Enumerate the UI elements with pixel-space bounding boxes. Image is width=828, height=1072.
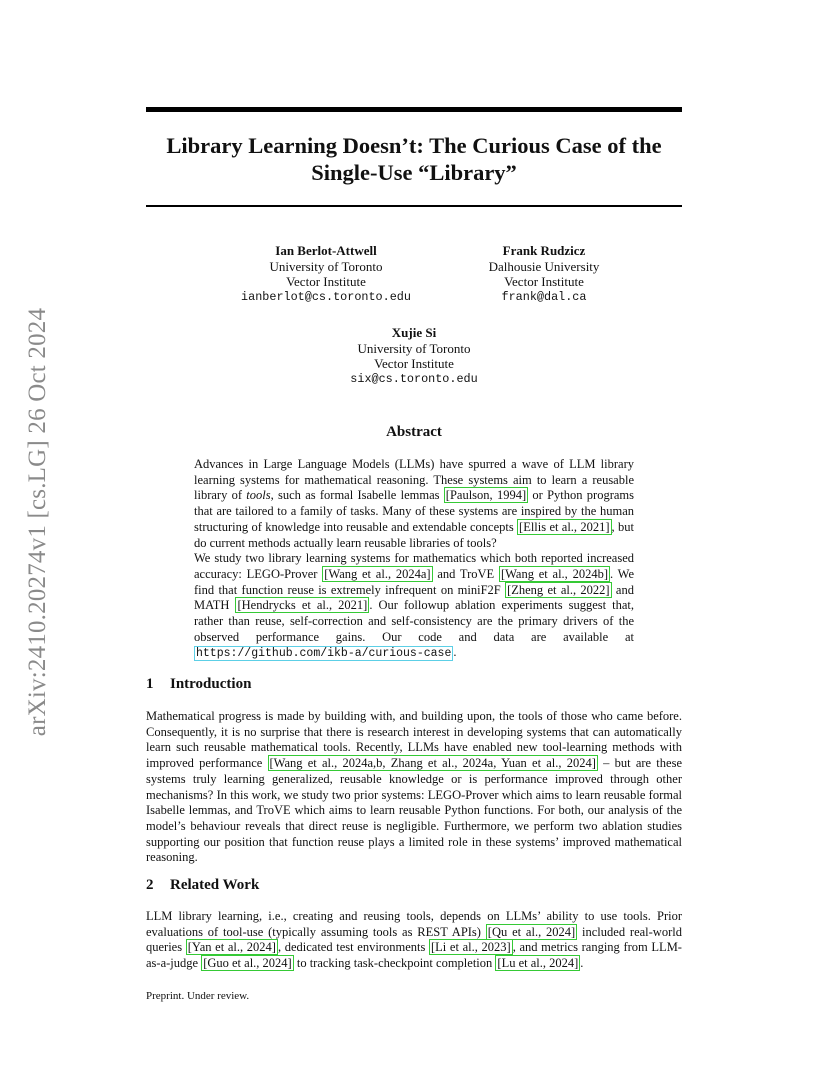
citation-link[interactable]: [Guo et al., 2024] bbox=[203, 956, 292, 971]
section-number: 2 bbox=[146, 877, 154, 893]
title-bottom-rule bbox=[146, 205, 682, 207]
citation-link[interactable]: [Li et al., 2023] bbox=[430, 940, 511, 955]
citation-link[interactable]: [Paulson, 1994] bbox=[445, 488, 527, 503]
author-name: Xujie Si bbox=[391, 325, 437, 340]
paper-title-line-1: Library Learning Doesn’t: The Curious Case of the bbox=[166, 133, 662, 158]
arxiv-identifier-stamp bbox=[18, 286, 58, 758]
author-affiliation: Vector Institute bbox=[504, 274, 584, 289]
section-title: Introduction bbox=[170, 676, 252, 692]
paper-title bbox=[146, 132, 682, 186]
author-affiliation: Vector Institute bbox=[286, 274, 366, 289]
citation-link[interactable]: [Hendrycks et al., 2021] bbox=[237, 598, 368, 613]
author-name: Ian Berlot-Attwell bbox=[275, 243, 377, 258]
section-heading-introduction bbox=[146, 676, 251, 693]
author-block-2 bbox=[434, 243, 654, 305]
introduction-paragraph: Mathematical progress is made by building with, and building upon, the tools of those who came before. Consequently, it is no surprise that there is research interest in developing systems that can automatically learn such reusable mathematical tools. Recently, LLMs have enabled new tool-learning methods with improved performance [Wang et al., 2024a,b, Zhang et al., 2024a, Yuan et al., 2024] – but are these systems truly learning generalized, reusable knowledge or is performance improved through other mechanisms? In this work, we study two prior systems: LEGO-Prover which aims to learn reusable formal Isabelle lemmas, and TroVE which aims to learn reusable Python functions. For both, our analysis of the model’s behaviour reveals that direct reuse is negligible. Furthermore, we perform two ablation studies supporting our position that function reuse plays a limited role in these systems’ improved mathematical reasoning. bbox=[146, 709, 682, 865]
title-top-rule bbox=[146, 107, 682, 112]
footer-note: Preprint. Under review. bbox=[146, 990, 250, 1002]
paper-title-line-2: Single-Use “Library” bbox=[311, 160, 517, 185]
abstract-heading: Abstract bbox=[386, 424, 442, 440]
citation-link[interactable]: [Wang et al., 2024b] bbox=[500, 566, 608, 581]
section-number: 1 bbox=[146, 676, 154, 692]
abstract-body bbox=[194, 457, 634, 662]
citation-link[interactable]: [Wang et al., 2024a,b, Zhang et al., 2024a, Yuan et al., 2024] bbox=[269, 756, 596, 771]
section-body-introduction bbox=[146, 709, 682, 866]
abstract-paragraph-1: Advances in Large Language Models (LLMs) have spurred a wave of LLM library learning systems for mathematical reasoning. These systems aim to learn a reusable library of tools, such as formal Isabelle lemmas [Paulson, 1994] or Python programs that are tailored to a family of tasks. Many of these systems are inspired by the human structuring of knowledge into reusable and extendable concepts [Ellis et al., 2021] , but do current methods actually learn reusable libraries of tools? bbox=[194, 457, 635, 550]
author-email: six@cs.toronto.edu bbox=[350, 371, 478, 386]
repository-url-link[interactable]: https://github.com/ikb-a/curious-case bbox=[196, 647, 452, 661]
author-affiliation: University of Toronto bbox=[269, 258, 383, 274]
author-affiliation: University of Toronto bbox=[357, 340, 471, 356]
section-heading-related-work bbox=[146, 877, 259, 894]
citation-link[interactable]: [Ellis et al., 2021] bbox=[519, 519, 610, 534]
section-body-related-work bbox=[146, 909, 682, 972]
abstract-paragraph-2: We study two library learning systems for mathematics which both reported increased accuracy: LEGO-Prover [Wang et al., 2024a] and TroVE [Wang et al., 2024b] . We find that function reuse is extremely infrequent on miniF2F [Zheng et al., 2022] and MATH [Hendrycks et al., 2021] . Our followup ablation experiments suggest that, rather than reuse, self-correction and self-consistency are the primary drivers of the observed performance gains. Our code and data are available at https://github.com/ikb-a/curious-case . bbox=[194, 551, 635, 661]
citation-link[interactable]: [Wang et al., 2024a] bbox=[324, 566, 431, 581]
author-email: ianberlot@cs.toronto.edu bbox=[241, 289, 411, 304]
related-work-paragraph: LLM library learning, i.e., creating and reusing tools, depends on LLMs’ ability to use tools. Prior evaluations of tool-use (typically assuming tools as REST APIs) [Qu et al., 2024] included real-world queries [Yan et al., 2024] , dedicated test environments [Li et al., 2023] , and metrics ranging from LLM-as-a-judge [Guo et al., 2024] to tracking task-checkpoint completion [Lu et al., 2024] . bbox=[146, 909, 682, 971]
author-email: frank@dal.ca bbox=[501, 289, 587, 304]
section-title: Related Work bbox=[170, 877, 260, 893]
author-name: Frank Rudzicz bbox=[502, 243, 586, 258]
citation-link[interactable]: [Yan et al., 2024] bbox=[187, 940, 276, 955]
citation-link[interactable]: [Lu et al., 2024] bbox=[497, 956, 579, 971]
arxiv-stamp-text: arXiv:2410.20274v1 [cs.LG] 26 Oct 2024 bbox=[24, 307, 51, 737]
author-block-3 bbox=[304, 325, 524, 387]
citation-link[interactable]: [Qu et al., 2024] bbox=[487, 924, 576, 939]
author-block-1 bbox=[216, 243, 436, 305]
emphasis-text: tools bbox=[246, 488, 271, 503]
citation-link[interactable]: [Zheng et al., 2022] bbox=[507, 582, 610, 597]
author-affiliation: Vector Institute bbox=[374, 356, 454, 371]
author-affiliation: Dalhousie University bbox=[488, 258, 600, 274]
